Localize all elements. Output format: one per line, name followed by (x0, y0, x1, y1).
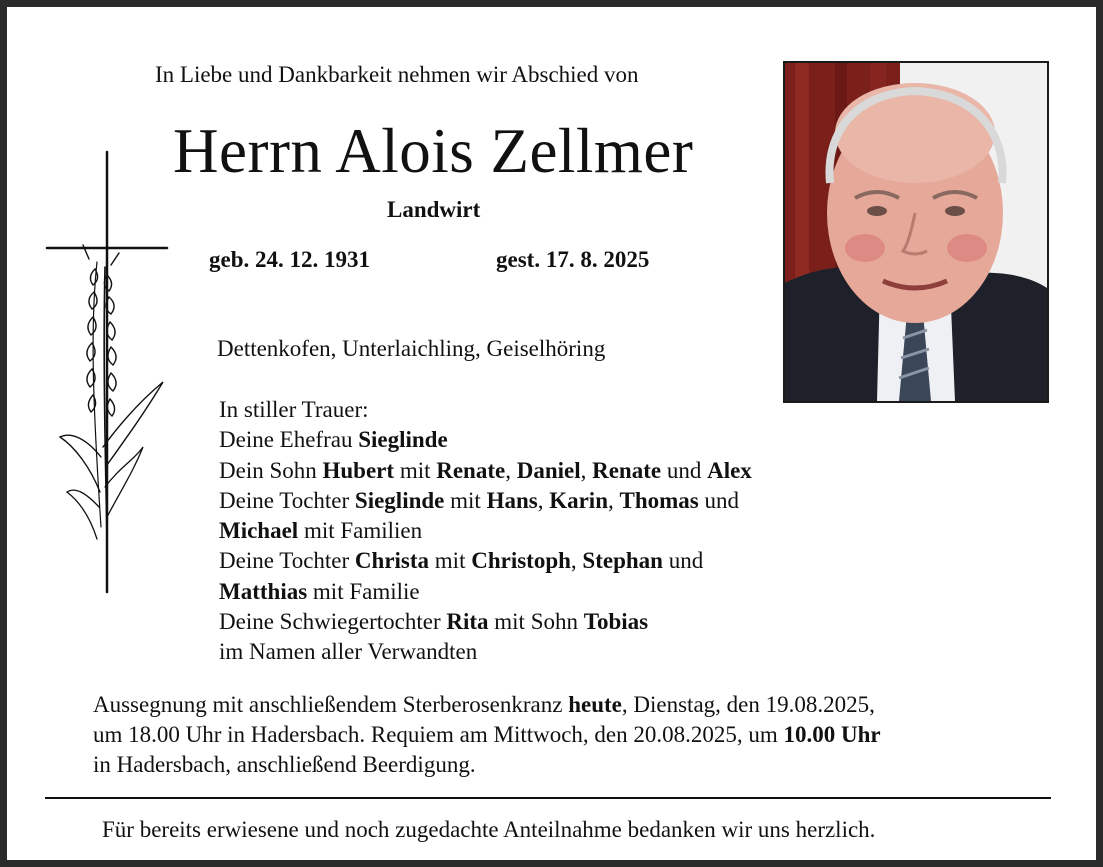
mourner-line: Matthias mit Familie (219, 578, 420, 604)
intro-text: In Liebe und Dankbarkeit nehmen wir Abschied von (155, 62, 639, 87)
birth-date: geb. 24. 12. 1931 (209, 247, 370, 272)
mourner-line: Michael mit Familien (219, 518, 423, 544)
mourner-line: Deine Tochter Christa mit Christoph, Stephan und (219, 548, 704, 574)
mourners-heading: In stiller Trauer: (219, 397, 369, 422)
divider (45, 797, 1051, 799)
mourner-line: Deine Tochter Sieglinde mit Hans, Karin, Thomas und (219, 487, 739, 513)
thanks-text: Für bereits erwiesene und noch zugedachte Anteilnahme bedanken wir uns herzlich. (102, 817, 876, 842)
mourner-line: Deine Ehefrau Sieglinde (219, 427, 448, 453)
occupation: Landwirt (387, 197, 481, 222)
service-line: um 18.00 Uhr in Hadersbach. Requiem am Mittwoch, den 20.08.2025, um 10.00 Uhr (93, 722, 881, 747)
mourner-line: Dein Sohn Hubert mit Renate, Daniel, Renate und Alex (219, 457, 752, 483)
service-line: Aussegnung mit anschließendem Sterberosenkranz heute, Dienstag, den 19.08.2025, (93, 692, 875, 717)
death-date: gest. 17. 8. 2025 (496, 247, 650, 272)
mourner-line: Deine Schwiegertochter Rita mit Sohn Tobias (219, 609, 649, 635)
service-line: in Hadersbach, anschließend Beerdigung. (93, 752, 476, 777)
places-of-residence: Dettenkofen, Unterlaichling, Geiselhöring (217, 336, 606, 361)
portrait-photo (783, 61, 1049, 403)
funeral-service-info (93, 690, 881, 780)
mourners-list (219, 395, 752, 668)
cross-with-wheat-icon (45, 147, 170, 602)
mourner-line: im Namen aller Verwandten (219, 639, 478, 665)
deceased-name: Herrn Alois Zellmer (173, 116, 694, 186)
